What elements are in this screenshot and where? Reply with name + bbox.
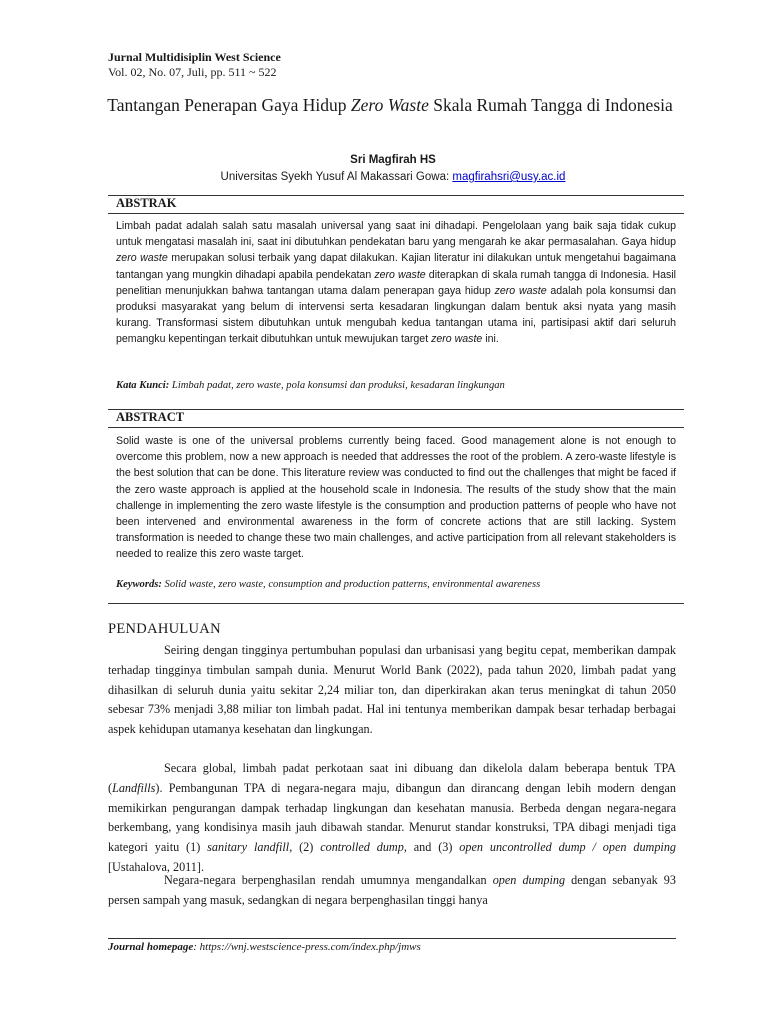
volume-info: Vol. 02, No. 07, Juli, pp. 511 ~ 522: [108, 65, 277, 79]
p2-italic-2: sanitary landfill: [207, 840, 290, 855]
abstrak-body: [116, 218, 676, 348]
abstrak-text-5: ini.: [482, 333, 499, 346]
abstrak-text-1: Limbah padat adalah salah satu masalah universal yang saat ini dihadapi. Pengelolaan yang baik saja tidak cukup untuk mengatasi masalah ini, saat ini dibutuhkan pendekatan baru yang mengarah ke akar permasalahan. Gaya hidup: [116, 220, 676, 249]
p2-italic-1: Landfills: [112, 780, 156, 795]
p2-text-3: , (2): [289, 840, 321, 855]
p2-text-4: , and (3): [403, 840, 460, 855]
abstrak-keywords-label: Kata Kunci:: [116, 380, 170, 391]
paper-title: [100, 94, 680, 117]
abstract-body: Solid waste is one of the universal problems currently being faced. Good management alone is not enough to overcome this problem, now a new approach is needed that addresses the root of the problem. A zero-waste lifestyle is the best solution that can be done. This literature review was conducted to find out the challenges that might be faced if the zero waste approach is applied at the household scale in Indonesia. The results of the study show that the main challenge in implementing the zero waste lifestyle is the consumption and production patterns of people who have not been intervened and environmental awareness in the form of concrete actions that are still lacking. System transformation is needed to change these two main challenges, and active participation from all relevant stakeholders is needed to realize this zero waste target.: [116, 435, 677, 561]
abstract-bottom-rule: [108, 603, 684, 604]
journal-footer: [108, 941, 421, 953]
abstrak-keywords-text: Limbah padat, zero waste, pola konsumsi dan produksi, kesadaran lingkungan: [169, 380, 505, 391]
abstrak-text-3: diterapkan di skala rumah tangga di Indonesia. Hasil penelitian menunjukkan bahwa tantangan utama dalam penerapan gaya hidup: [116, 268, 677, 297]
abstrak-keywords: [116, 380, 676, 391]
p3-text-1: Negara-negara berpenghasilan rendah umumnya mengandalkan: [164, 873, 493, 887]
abstract-heading: ABSTRACT: [108, 409, 684, 428]
journal-name: Jurnal Multidisiplin West Science: [108, 50, 281, 64]
abstrak-italic-4: zero waste: [431, 333, 483, 346]
title-part-1: Tantangan Penerapan Gaya Hidup: [107, 95, 351, 115]
abstrak-italic-2: zero waste: [374, 268, 426, 281]
abstrak-heading: ABSTRAK: [108, 195, 684, 214]
title-italic: Zero Waste: [350, 95, 429, 115]
author-name: Sri Magfirah HS: [350, 154, 436, 166]
intro-paragraph-3: [108, 871, 676, 911]
journal-header: [108, 50, 281, 80]
footer-rule: [108, 938, 676, 939]
footer-label: Journal homepage: [108, 941, 194, 953]
footer-homepage-link[interactable]: : https://wnj.westscience-press.com/index.php/jmws: [193, 941, 421, 953]
p3-italic-1: open dumping: [492, 873, 566, 887]
author-email-link[interactable]: magfirahsri@usy.ac.id: [452, 171, 566, 183]
p3-text-2: dengan sebanyak 93 persen sampah yang masuk, sedangkan di negara berpenghasilan tinggi hanya: [108, 873, 676, 907]
intro-paragraph-2: [108, 759, 676, 878]
abstrak-text-2: merupakan solusi terbaik yang dapat dilakukan. Kajian literatur ini dilakukan untuk mengetahui bagaimana tantangan yang mungkin dihadapi apabila pendekatan: [116, 252, 676, 281]
section-heading-pendahuluan: PENDAHULUAN: [108, 621, 221, 637]
p2-italic-3: controlled dump: [320, 840, 404, 855]
p2-italic-4: open uncontrolled dump / open dumping: [459, 840, 677, 855]
abstract-keywords-text: Solid waste, zero waste, consumption and production patterns, environmental awareness: [161, 579, 541, 590]
title-part-2: Skala Rumah Tangga di Indonesia: [428, 95, 673, 115]
p2-text-2: ). Pembangunan TPA di negara-negara maju, dibangun dan dirancang dengan lebih modern dengan memikirkan pengurangan dampak terhadap lingkungan dan kesehatan manusia. Berbeda dengan negara-negara berkembang, yang kondisinya masih jauh dibawah standar. Menurut standar konstruksi, TPA dibagi menjadi tiga kategori yaitu (1): [108, 780, 676, 855]
abstract-keywords-label: Keywords:: [116, 579, 162, 590]
author-affiliation: [108, 171, 678, 183]
abstract-keywords: [116, 579, 676, 590]
p2-text-5: [Ustahalova, 2011].: [108, 859, 205, 874]
intro-paragraph-1: Seiring dengan tingginya pertumbuhan populasi dan urbanisasi yang begitu cepat, memberikan dampak terhadap tingginya timbulan sampah dunia. Menurut World Bank (2022), pada tahun 2020, limbah padat yang dihasilkan di seluruh dunia yaitu sekitar 2,24 miliar ton, dan diperkirakan akan terus meningkat di tahun 2050 sebesar 73% menjadi 3,88 miliar ton limbah padat. Hal ini tentunya memberikan dampak besar terhadap berbagai aspek kehidupan utamanya kesehatan dan lingkungan.: [108, 643, 676, 737]
affiliation-text: Universitas Syekh Yusuf Al Makassari Gowa:: [220, 171, 453, 183]
abstrak-italic-1: zero waste: [116, 252, 168, 265]
p2-text-1: Secara global, limbah padat perkotaan saat ini dibuang dan dikelola dalam beberapa bentuk TPA (: [108, 761, 676, 795]
abstrak-text-4: adalah pola konsumsi dan produksi masyarakat yang belum di intervensi serta kesadaran lingkungan dalam bentuk aksi nyata yang masih kurang. Transformasi sistem dibutuhkan untuk mengubah kedua tantangan utama ini, partisipasi aktif dari seluruh pemangku kepentingan terkait dibutuhkan untuk mewujukan target: [116, 284, 676, 346]
abstrak-italic-3: zero waste: [494, 284, 547, 297]
